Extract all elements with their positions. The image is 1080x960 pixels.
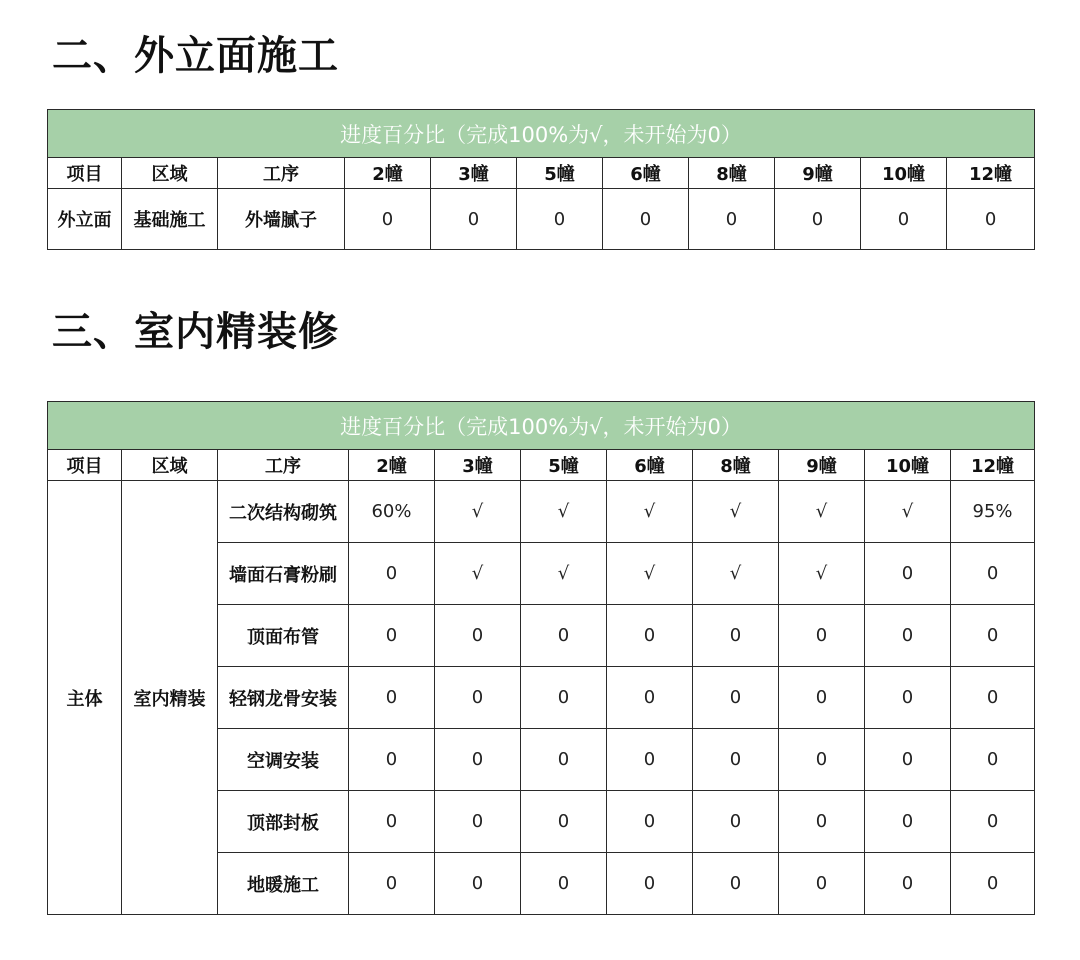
header-building-6: 6幢: [603, 158, 689, 189]
progress-cell: √: [521, 543, 607, 605]
progress-cell: 0: [431, 189, 517, 250]
progress-cell: √: [693, 481, 779, 543]
progress-cell: 0: [603, 189, 689, 250]
progress-cell: √: [865, 481, 951, 543]
progress-cell: 0: [349, 791, 435, 853]
header-process: 工序: [218, 450, 349, 481]
progress-cell: 0: [607, 667, 693, 729]
table-row: [48, 189, 1035, 250]
progress-cell: 95%: [951, 481, 1035, 543]
header-building-6: 6幢: [607, 450, 693, 481]
progress-cell: 0: [345, 189, 431, 250]
progress-cell: 0: [779, 791, 865, 853]
progress-cell: 0: [693, 791, 779, 853]
progress-cell: 0: [865, 667, 951, 729]
header-building-8: 8幢: [689, 158, 775, 189]
process-cell: 外墙腻子: [218, 189, 345, 250]
progress-cell: 0: [865, 791, 951, 853]
progress-cell: 0: [521, 791, 607, 853]
progress-cell: 0: [435, 853, 521, 915]
progress-cell: 0: [779, 729, 865, 791]
progress-cell: 0: [349, 729, 435, 791]
progress-cell: 0: [947, 189, 1035, 250]
progress-cell: 0: [517, 189, 603, 250]
process-cell: 空调安装: [218, 729, 349, 791]
header-building-8: 8幢: [693, 450, 779, 481]
progress-cell: 0: [693, 667, 779, 729]
progress-cell: 0: [693, 605, 779, 667]
progress-cell: 0: [951, 543, 1035, 605]
area-cell: 室内精装: [122, 481, 218, 915]
process-cell: 二次结构砌筑: [218, 481, 349, 543]
process-cell: 轻钢龙骨安装: [218, 667, 349, 729]
progress-cell: 0: [435, 667, 521, 729]
progress-cell: 0: [779, 853, 865, 915]
header-building-2: 2幢: [345, 158, 431, 189]
header-building-12: 12幢: [951, 450, 1035, 481]
progress-cell: √: [521, 481, 607, 543]
progress-cell: 0: [607, 729, 693, 791]
table-row: [48, 481, 1035, 543]
header-building-9: 9幢: [779, 450, 865, 481]
progress-cell: √: [435, 543, 521, 605]
progress-cell: 0: [865, 605, 951, 667]
progress-cell: 0: [689, 189, 775, 250]
project-cell: 主体: [48, 481, 122, 915]
progress-cell: 0: [349, 543, 435, 605]
header-building-10: 10幢: [865, 450, 951, 481]
header-area: 区域: [122, 450, 218, 481]
progress-cell: 0: [693, 853, 779, 915]
progress-cell: 0: [693, 729, 779, 791]
progress-cell: √: [779, 543, 865, 605]
header-process: 工序: [218, 158, 345, 189]
header-project: 项目: [48, 158, 122, 189]
process-cell: 地暖施工: [218, 853, 349, 915]
progress-cell: 0: [951, 853, 1035, 915]
progress-cell: 0: [779, 605, 865, 667]
progress-cell: 0: [865, 543, 951, 605]
process-cell: 顶部封板: [218, 791, 349, 853]
section-title-interior: 三、室内精装修: [52, 309, 339, 355]
progress-cell: √: [607, 543, 693, 605]
header-building-5: 5幢: [521, 450, 607, 481]
progress-banner: 进度百分比（完成100%为√，未开始为0）: [48, 110, 1035, 158]
area-cell: 基础施工: [122, 189, 218, 250]
progress-cell: 0: [779, 667, 865, 729]
progress-cell: 0: [951, 605, 1035, 667]
progress-cell: 0: [775, 189, 861, 250]
header-building-10: 10幢: [861, 158, 947, 189]
progress-cell: 0: [349, 605, 435, 667]
progress-cell: 0: [521, 729, 607, 791]
progress-cell: 0: [865, 853, 951, 915]
header-building-2: 2幢: [349, 450, 435, 481]
process-cell: 墙面石膏粉刷: [218, 543, 349, 605]
progress-cell: 0: [861, 189, 947, 250]
header-building-3: 3幢: [431, 158, 517, 189]
section-title-exterior: 二、外立面施工: [52, 33, 339, 79]
exterior-progress-table: [47, 109, 1035, 250]
header-area: 区域: [122, 158, 218, 189]
progress-cell: 0: [951, 729, 1035, 791]
progress-cell: 0: [349, 667, 435, 729]
header-building-12: 12幢: [947, 158, 1035, 189]
progress-cell: 0: [607, 605, 693, 667]
process-cell: 顶面布管: [218, 605, 349, 667]
progress-cell: 60%: [349, 481, 435, 543]
progress-cell: 0: [521, 667, 607, 729]
progress-cell: 0: [521, 853, 607, 915]
progress-cell: 0: [435, 791, 521, 853]
progress-cell: 0: [865, 729, 951, 791]
progress-cell: 0: [607, 791, 693, 853]
progress-cell: 0: [435, 729, 521, 791]
progress-cell: √: [779, 481, 865, 543]
progress-cell: √: [607, 481, 693, 543]
header-building-3: 3幢: [435, 450, 521, 481]
header-project: 项目: [48, 450, 122, 481]
progress-cell: √: [693, 543, 779, 605]
progress-cell: 0: [521, 605, 607, 667]
progress-cell: √: [435, 481, 521, 543]
header-building-5: 5幢: [517, 158, 603, 189]
project-cell: 外立面: [48, 189, 122, 250]
progress-cell: 0: [607, 853, 693, 915]
header-building-9: 9幢: [775, 158, 861, 189]
progress-cell: 0: [349, 853, 435, 915]
progress-banner: 进度百分比（完成100%为√，未开始为0）: [48, 402, 1035, 450]
progress-cell: 0: [435, 605, 521, 667]
progress-cell: 0: [951, 667, 1035, 729]
interior-progress-table: [47, 401, 1035, 915]
progress-cell: 0: [951, 791, 1035, 853]
